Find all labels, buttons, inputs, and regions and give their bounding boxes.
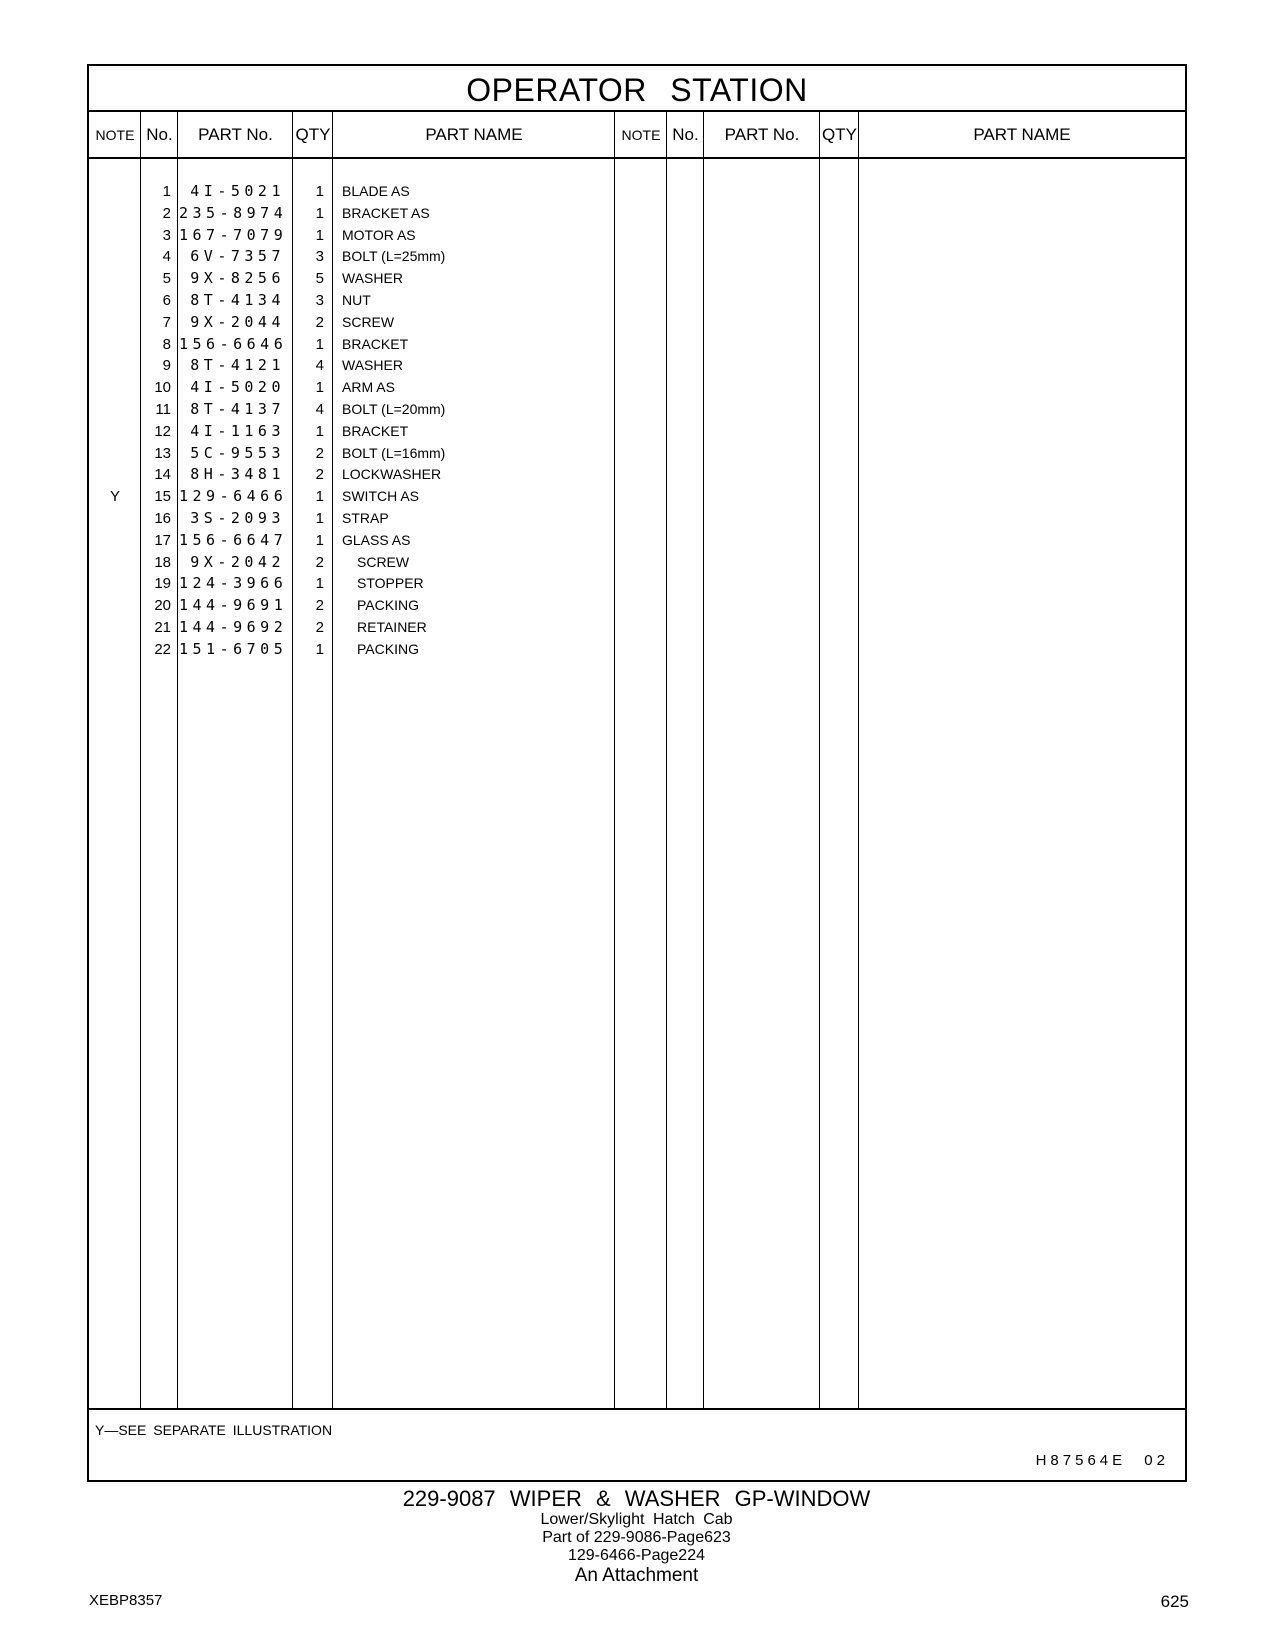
part-name: BLADE AS [342, 183, 410, 199]
table-row [89, 442, 1185, 465]
part-name: SWITCH AS [342, 488, 420, 505]
group-title: 229-9087 WIPER & WASHER GP-WINDOW [402, 1486, 871, 1511]
part-name: WASHER [342, 270, 403, 287]
item-number: 10 [154, 379, 171, 397]
item-number: 16 [154, 510, 171, 527]
table-row [89, 289, 1185, 312]
quantity: 2 [315, 597, 324, 615]
quantity: 1 [315, 204, 324, 222]
part-name: PACKING [357, 597, 419, 614]
table-row [89, 463, 1185, 486]
part-number: 8H-3481 [190, 465, 285, 484]
quantity: 1 [315, 575, 324, 593]
quantity: 2 [315, 466, 324, 484]
part-number: 235-8974 [179, 203, 288, 222]
quantity: 1 [315, 183, 324, 200]
part-number: 4I-5021 [190, 182, 285, 200]
quantity: 1 [315, 640, 324, 658]
part-number: 8T-4121 [190, 356, 285, 375]
quantity: 2 [315, 444, 324, 462]
table-row [89, 202, 1185, 225]
table-row [89, 638, 1185, 661]
table-row [89, 311, 1185, 334]
header-no-right: No. [672, 124, 699, 144]
table-row [89, 420, 1185, 443]
item-number: 22 [154, 640, 171, 658]
quantity: 2 [315, 619, 324, 636]
table-row [89, 354, 1185, 377]
header-no-left: No. [146, 124, 173, 144]
quantity: 2 [315, 313, 324, 331]
page-number: 625 [1160, 1592, 1189, 1611]
part-name: ARM AS [342, 379, 395, 396]
illustration-code: H87564E 02 [1035, 1452, 1169, 1469]
item-number: 2 [162, 204, 171, 222]
part-name: BOLT (L=20mm) [342, 401, 446, 417]
item-number: 5 [162, 270, 171, 288]
quantity: 1 [315, 335, 324, 353]
footer-divider [89, 1408, 1185, 1410]
table-row [89, 551, 1185, 574]
caption-line: 129-6466-Page224 [567, 1547, 705, 1564]
item-number: 4 [162, 248, 171, 266]
header-part-no-right: PART No. [724, 124, 800, 144]
item-number: 8 [162, 335, 171, 353]
header-qty-left: QTY [295, 124, 331, 144]
document-id: XEBP8357 [89, 1592, 163, 1609]
table-row [89, 529, 1185, 552]
part-number: 167-7079 [179, 225, 288, 244]
part-name: BOLT (L=16mm) [342, 444, 446, 461]
table-row [89, 572, 1185, 595]
part-number: 9X-8256 [190, 269, 285, 288]
quantity: 4 [315, 401, 324, 418]
caption-line: Lower/Skylight Hatch Cab [540, 1511, 733, 1528]
table-row [89, 485, 1185, 508]
part-name: STOPPER [357, 575, 424, 592]
quantity: 1 [315, 379, 324, 397]
item-number: 15 [154, 488, 171, 506]
quantity: 1 [315, 488, 324, 506]
item-number: 12 [154, 422, 171, 440]
table-row [89, 398, 1185, 421]
item-number: 17 [154, 531, 171, 549]
quantity: 4 [315, 357, 324, 375]
item-number: 13 [154, 444, 171, 462]
table-row [89, 333, 1185, 356]
part-number: 144-9691 [179, 596, 288, 615]
quantity: 3 [315, 248, 324, 266]
item-number: 7 [162, 313, 171, 331]
header-qty-right: QTY [822, 124, 857, 144]
part-name: GLASS AS [342, 531, 411, 548]
table-row [89, 245, 1185, 268]
item-number: 6 [162, 292, 171, 309]
header-part-no-left: PART No. [198, 124, 273, 144]
part-number: 129-6466 [179, 487, 288, 506]
table-row [89, 507, 1185, 530]
item-number: 18 [154, 553, 171, 571]
part-number: 156-6647 [179, 530, 288, 549]
part-number: 8T-4137 [190, 400, 285, 418]
section-title: OPERATOR STATION [466, 71, 808, 108]
part-name: STRAP [342, 510, 389, 526]
part-name: NUT [342, 292, 371, 308]
part-number: 9X-2044 [190, 312, 285, 331]
quantity: 1 [315, 226, 324, 244]
item-number: 3 [162, 226, 171, 244]
part-name: SCREW [342, 313, 395, 330]
part-number: 4I-1163 [190, 421, 285, 440]
part-name: LOCKWASHER [342, 466, 442, 483]
part-name: SCREW [357, 553, 410, 570]
part-number: 9X-2042 [190, 552, 285, 571]
caption-line: Part of 229-9086-Page623 [542, 1529, 731, 1546]
item-number: 11 [155, 401, 171, 418]
table-row [89, 616, 1185, 639]
note-cell: Y [109, 488, 120, 506]
part-name: PACKING [357, 640, 419, 657]
part-name: BOLT (L=25mm) [342, 248, 446, 265]
item-number: 20 [154, 597, 171, 615]
parts-table [87, 64, 1187, 1482]
table-row [89, 224, 1185, 247]
item-number: 1 [162, 183, 171, 200]
item-number: 21 [154, 619, 171, 636]
part-number: 4I-5020 [190, 378, 285, 397]
quantity: 3 [315, 292, 324, 309]
caption-line: An Attachment [574, 1565, 699, 1586]
quantity: 1 [315, 531, 324, 549]
quantity: 1 [315, 422, 324, 440]
quantity: 5 [315, 270, 324, 288]
part-name: MOTOR AS [342, 226, 416, 243]
part-name: BRACKET [342, 422, 409, 439]
header-part-name-right: PART NAME [973, 124, 1071, 144]
part-number: 151-6705 [179, 639, 288, 658]
header-note-right: NOTE [621, 126, 661, 143]
part-name: BRACKET AS [342, 204, 430, 221]
part-number: 6V-7357 [190, 247, 285, 266]
part-name: BRACKET [342, 335, 409, 352]
quantity: 1 [315, 510, 324, 527]
part-number: 124-3966 [179, 574, 288, 593]
header-note-left: NOTE [95, 126, 135, 143]
part-number: 3S-2093 [190, 509, 285, 527]
part-number: 5C-9553 [190, 443, 285, 462]
table-row [89, 376, 1185, 399]
footnote: Y—SEE SEPARATE ILLUSTRATION [95, 1422, 333, 1438]
header-part-name-left: PART NAME [425, 124, 523, 144]
item-number: 14 [154, 466, 171, 484]
part-name: RETAINER [357, 619, 427, 635]
part-number: 156-6646 [179, 334, 288, 353]
section-title-row [89, 66, 1185, 112]
part-name: WASHER [342, 357, 403, 374]
table-header [89, 112, 1185, 159]
table-row [89, 594, 1185, 617]
item-number: 19 [154, 575, 171, 593]
part-number: 8T-4134 [190, 291, 285, 309]
item-number: 9 [162, 357, 171, 375]
part-number: 144-9692 [179, 618, 288, 636]
quantity: 2 [315, 553, 324, 571]
table-row [89, 267, 1185, 290]
table-row [89, 180, 1185, 203]
